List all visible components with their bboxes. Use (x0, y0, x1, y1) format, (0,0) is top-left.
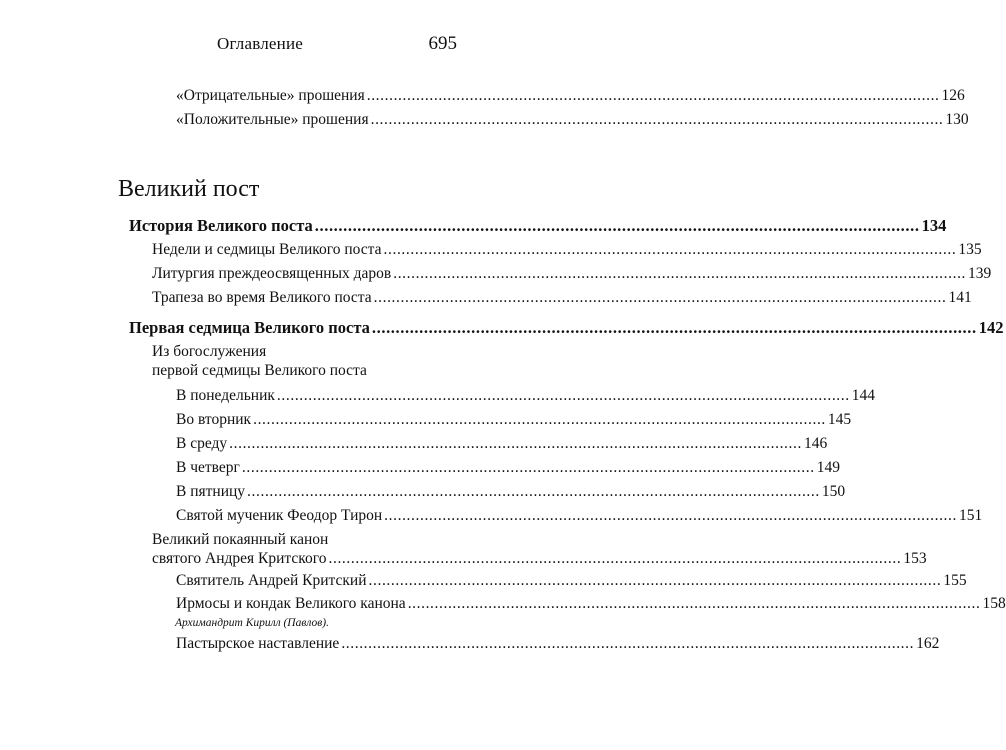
toc-entry (176, 594, 1006, 614)
toc-entry-page: 153 (903, 550, 927, 567)
leader-dots: ................................................................................................................................ (366, 87, 940, 104)
toc-entry-title: «Отрицательные» прошения (176, 87, 365, 104)
toc-entry-page: 135 (958, 241, 982, 258)
toc-entry (176, 482, 846, 502)
toc-entry-title: Великий покаянный канон (152, 531, 329, 548)
toc-entry-page: 126 (941, 87, 965, 104)
toc-entry-title: Во вторник (176, 411, 252, 428)
toc-entry-title: Ирмосы и кондак Великого канона (176, 595, 406, 612)
toc-chapter (129, 216, 947, 236)
toc-entry (152, 240, 982, 260)
toc-entry-page: 162 (916, 635, 940, 652)
toc-entry-page: 134 (921, 216, 947, 235)
toc-entry (176, 386, 875, 406)
leader-dots: ................................................................................................................................ (314, 216, 920, 235)
leader-dots: ................................................................................................................................ (371, 318, 977, 337)
toc-entry-page: 155 (943, 572, 967, 589)
page-number: 695 (428, 33, 457, 54)
leader-dots: ................................................................................................................................ (384, 507, 957, 524)
leader-dots: ................................................................................................................................ (407, 595, 981, 612)
toc-entry-title: В пятницу (176, 483, 246, 500)
toc-entry-title: История Великого поста (129, 216, 313, 235)
toc-entry-page: 144 (851, 387, 875, 404)
leader-dots: ................................................................................................................................ (368, 572, 942, 589)
toc-entry-page: 142 (978, 318, 1004, 337)
toc-entry-page: 139 (968, 265, 992, 282)
toc-entry-title: «Положительные» прошения (176, 111, 369, 128)
toc-entry-title: В четверг (176, 459, 240, 476)
running-head (0, 34, 600, 58)
toc-entry (152, 288, 972, 308)
toc-entry-page: 130 (945, 111, 969, 128)
leader-dots: ................................................................................................................................ (229, 435, 802, 452)
toc-entry-title: Недели и седмицы Великого поста (152, 241, 382, 258)
leader-dots: ................................................................................................................................ (276, 387, 850, 404)
leader-dots: ................................................................................................................................ (373, 289, 947, 306)
toc-entry (176, 458, 840, 478)
toc-entry-title: Первая седмица Великого поста (129, 318, 370, 337)
toc-entry-title: Литургия преждеосвященных даров (152, 265, 392, 282)
toc-entry-title: Святой мученик Феодор Тирон (176, 507, 383, 524)
leader-dots: ................................................................................................................................ (341, 635, 915, 652)
toc-entry (176, 410, 852, 430)
toc-entry (176, 110, 969, 130)
toc-entry (176, 634, 940, 654)
toc-entry-title: Пастырское наставление (176, 635, 340, 652)
running-head-title: Оглавление (217, 34, 303, 53)
leader-dots: ................................................................................................................................ (370, 111, 944, 128)
toc-entry-page: 141 (948, 289, 972, 306)
toc-entry-title: Святитель Андрей Критский (176, 572, 367, 589)
toc-entry-title: первой седмицы Великого поста (152, 362, 367, 379)
toc-entry-title: Из богослужения (152, 343, 267, 360)
leader-dots: ................................................................................................................................ (383, 241, 957, 258)
toc-entry-title: В понедельник (176, 387, 275, 404)
toc-entry-page: 150 (821, 483, 846, 500)
toc-entry-page: 145 (827, 411, 852, 428)
section-heading: Великий пост (118, 176, 260, 202)
leader-dots: ................................................................................................................................ (328, 550, 902, 567)
leader-dots: ................................................................................................................................ (253, 411, 826, 428)
toc-entry (152, 264, 992, 284)
toc-entry-title: В среду (176, 435, 228, 452)
toc-entry-page: 146 (803, 435, 828, 452)
toc-chapter (129, 318, 1004, 338)
leader-dots: ................................................................................................................................ (247, 483, 820, 500)
toc-entry (152, 549, 927, 569)
toc-entry-page: 149 (816, 459, 840, 476)
toc-entry (176, 506, 983, 526)
leader-dots: ................................................................................................................................ (241, 459, 815, 476)
leader-dots: ................................................................................................................................ (393, 265, 967, 282)
toc-entry-page: 151 (958, 507, 983, 524)
author-line: Архимандрит Кирилл (Павлов). (175, 617, 329, 629)
toc-entry-page: 158 (982, 595, 1006, 612)
toc-entry (176, 434, 828, 454)
toc-entry (176, 571, 967, 591)
toc-entry (176, 86, 965, 106)
toc-entry-title: Трапеза во время Великого поста (152, 289, 372, 306)
toc-entry-title: святого Андрея Критского (152, 550, 327, 567)
